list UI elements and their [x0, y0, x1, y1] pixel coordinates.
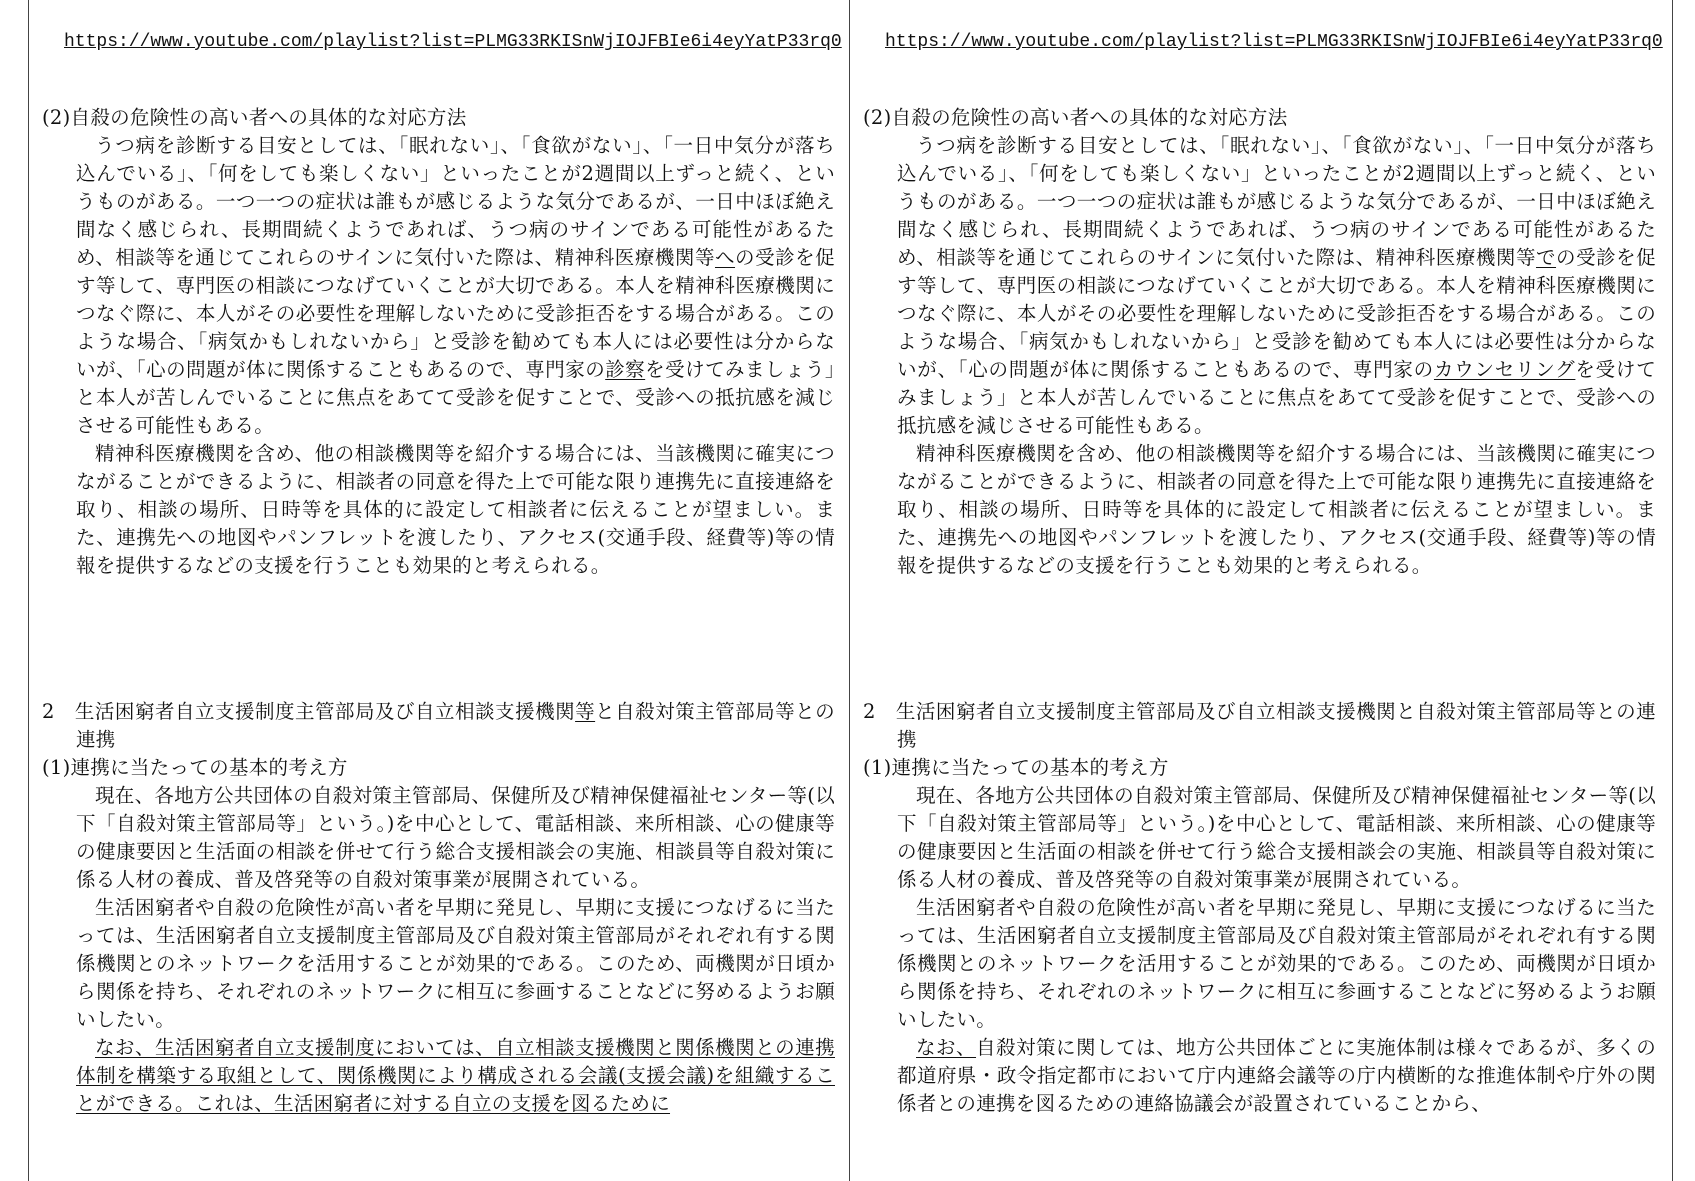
paragraph: なお、自殺対策に関しては、地方公共団体ごとに実施体制は様々であるが、多くの都道府県・政令指定都市において庁内連絡会議等の庁内横断的な推進体制や庁外の関係者との連携を図るための連絡協議会が設置されていることから、	[897, 1036, 1657, 1115]
paragraph: 精神科医療機関を含め、他の相談機関等を紹介する場合には、当該機関に確実につながることができるように、相談者の同意を得た上で可能な限り連携先に直接連絡を取り、相談の場所、日時等を具体的に設定して相談者に伝えることが望ましい。また、連携先への地図やパンフレットを渡したり、アクセス(交通手段、経費等)等の情報を提供するなどの支援を行うことも効果的と考えられる。	[76, 442, 835, 577]
paragraph	[42, 1034, 835, 1118]
section-heading: (2)自殺の危険性の高い者への具体的な対応方法	[42, 106, 467, 129]
paragraph: うつ病を診断する目安としては、「眠れない」、「食欲がない」、「一日中気分が落ち込んでいる」、「何をしても楽しくない」といったことが2週間以上ずっと続く、というものがある。一つ一つの症状は誰もが感じるような気分であるが、一日中ほぼ絶え間なく感じられ、長期間続くようであれば、うつ病のサインである可能性があるため、相談等を通じてこれらのサインに気付いた際は、精神科医療機関等への受診を促す等して、専門医の相談につなげていくことが大切である。本人を精神科医療機関につなぐ際に、本人がその必要性を理解しないために受診拒否をする場合がある。このような場合、「病気かもしれないから」と受診を勧めても本人には必要性は分からないが、「心の問題が体に関係することもあるので、専門家の診察を受けてみましょう」と本人が苦しんでいることに焦点をあてて受診を促すことで、受診への抵抗感を減じさせる可能性もある。	[76, 134, 835, 437]
paragraph: 精神科医療機関を含め、他の相談機関等を紹介する場合には、当該機関に確実につながることができるように、相談者の同意を得た上で可能な限り連携先に直接連絡を取り、相談の場所、日時等を具体的に設定して相談者に伝えることが望ましい。また、連携先への地図やパンフレットを渡したり、アクセス(交通手段、経費等)等の情報を提供するなどの支援を行うことも効果的と考えられる。	[897, 442, 1656, 577]
amended-text: なお、	[916, 1036, 977, 1059]
left-margin-rule	[28, 0, 29, 1181]
paragraph: 生活困窮者や自殺の危険性が高い者を早期に発見し、早期に支援につなげるに当たっては、生活困窮者自立支援制度主管部局及び自殺対策主管部局がそれぞれ有する関係機関とのネットワークを活用することが効果的である。このため、両機関が日頃から関係を持ち、それぞれのネットワークに相互に参画することなどに努めるようお願いしたい。	[897, 896, 1656, 1031]
paragraph: 現在、各地方公共団体の自殺対策主管部局、保健所及び精神保健福祉センター等(以下「自殺対策主管部局等」という。)を中心として、電話相談、来所相談、心の健康等の健康要因と生活面の相談を併せて行う総合支援相談会の実施、相談員等自殺対策に係る人材の養成、普及啓発等の自殺対策事業が展開されている。	[897, 784, 1656, 891]
amended-text: カウンセリング	[1433, 358, 1576, 381]
section-response-methods	[42, 104, 835, 580]
amended-text: なお、生活困窮者自立支援制度においては、自立相談支援機関と関係機関との連携体制を構築する取組として、関係機関により構成される会議(支援会議)を組織することができる。これは、生活困窮者に対する自立の支援を図るために	[76, 1036, 835, 1115]
section-heading: 2 生活困窮者自立支援制度主管部局及び自立相談支援機関と自殺対策主管部局等との連携	[863, 700, 1656, 751]
amended-text: へ	[714, 246, 736, 269]
paragraph: 生活困窮者や自殺の危険性が高い者を早期に発見し、早期に支援につなげるに当たっては、生活困窮者自立支援制度主管部局及び自殺対策主管部局がそれぞれ有する関係機関とのネットワークを活用することが効果的である。このため、両機関が日頃から関係を持ち、それぞれのネットワークに相互に参画することなどに努めるようお願いしたい。	[76, 896, 835, 1031]
amended-text: 等	[575, 700, 596, 723]
center-divider	[849, 0, 850, 1181]
paragraph: うつ病を診断する目安としては、「眠れない」、「食欲がない」、「一日中気分が落ち込んでいる」、「何をしても楽しくない」といったことが2週間以上ずっと続く、というものがある。一つ一つの症状は誰もが感じるような気分であるが、一日中ほぼ絶え間なく感じられ、長期間続くようであれば、うつ病のサインである可能性があるため、相談等を通じてこれらのサインに気付いた際は、精神科医療機関等での受診を促す等して、専門医の相談につなげていくことが大切である。本人を精神科医療機関につなぐ際に、本人がその必要性を理解しないために受診拒否をする場合がある。このような場合、「病気かもしれないから」と受診を勧めても本人には必要性は分からないが、「心の問題が体に関係することもあるので、専門家のカウンセリングを受けてみましょう」と本人が苦しんでいることに焦点をあてて受診を促すことで、受診への抵抗感を減じさせる可能性もある。	[897, 134, 1656, 437]
section-heading: 2 生活困窮者自立支援制度主管部局及び自立相談支援機関等と自殺対策主管部局等との連携	[42, 700, 835, 751]
playlist-link[interactable]: https://www.youtube.com/playlist?list=PLMG33RKISnWjIOJFBIe6i4eyYatP33rq0	[885, 32, 1663, 52]
section-coordination	[863, 698, 1656, 1118]
playlist-link[interactable]: https://www.youtube.com/playlist?list=PLMG33RKISnWjIOJFBIe6i4eyYatP33rq0	[64, 32, 842, 52]
section-response-methods	[863, 104, 1656, 580]
amended-text: 診察	[605, 358, 646, 381]
paragraph: 現在、各地方公共団体の自殺対策主管部局、保健所及び精神保健福祉センター等(以下「自殺対策主管部局等」という。)を中心として、電話相談、来所相談、心の健康等の健康要因と生活面の相談を併せて行う総合支援相談会の実施、相談員等自殺対策に係る人材の養成、普及啓発等の自殺対策事業が展開されている。	[76, 784, 835, 891]
subsection-heading: (1)連携に当たっての基本的考え方	[42, 756, 348, 779]
subsection-heading: (1)連携に当たっての基本的考え方	[863, 756, 1169, 779]
section-heading: (2)自殺の危険性の高い者への具体的な対応方法	[863, 106, 1288, 129]
section-coordination	[42, 698, 835, 1118]
amended-text: で	[1535, 246, 1557, 269]
right-margin-rule	[1672, 0, 1673, 1181]
